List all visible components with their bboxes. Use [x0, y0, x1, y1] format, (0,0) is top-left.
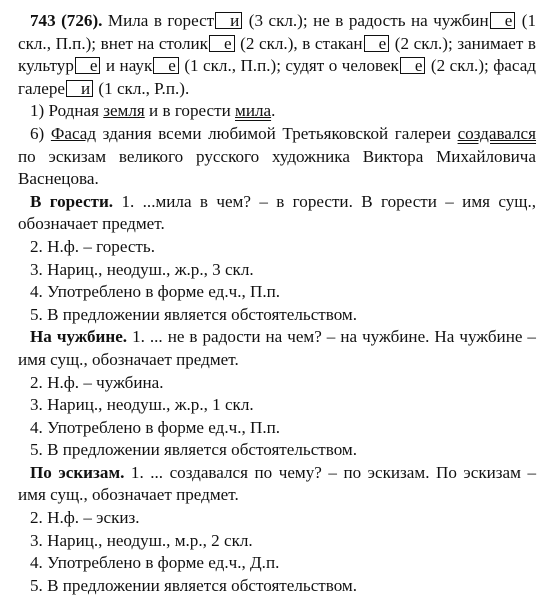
- analysis-item: 5. В предложении является обстоятельством.: [30, 304, 358, 324]
- analysis-title: По эскизам.: [30, 462, 125, 482]
- analysis-intro: По эскизам. 1. ... создавался по чему? – по эскизам. По эскизам – имя сущ., обозначает предмет.: [18, 462, 537, 505]
- analysis-title: На чужбине.: [30, 327, 128, 347]
- analysis-item: 3. Нариц., неодуш., ж.р., 3 скл.: [30, 259, 254, 279]
- analysis-item: 2. Н.ф. – горесть.: [30, 236, 155, 256]
- analysis-intro: В горести. 1. ...мила в чем? – в горести. В горести – имя сущ., обозначает предмет.: [18, 191, 537, 234]
- analysis-item: 2. Н.ф. – эскиз.: [30, 508, 140, 528]
- ending-box: е: [209, 35, 235, 52]
- subject-word: земля: [103, 101, 145, 121]
- analysis-title: В горести.: [30, 191, 114, 211]
- ending-box: и: [66, 80, 93, 97]
- predicate-word: мила: [235, 101, 272, 121]
- sentence-1: 1) Родная земля и в горести мила.: [30, 101, 276, 121]
- ending-box: и: [215, 12, 242, 29]
- exercise-number: 743 (726).: [30, 11, 103, 30]
- ending-box: е: [490, 12, 516, 29]
- ending-box: е: [153, 57, 179, 74]
- analysis-item: 4. Употреблено в форме ед.ч., П.п.: [30, 282, 281, 302]
- ending-box: е: [364, 35, 390, 52]
- analysis-item: 5. В предложении является обстоятельством.: [30, 575, 358, 595]
- analysis-item: 2. Н.ф. – чужбина.: [30, 372, 164, 392]
- analysis-item: 4. Употреблено в форме ед.ч., Д.п.: [30, 553, 280, 573]
- analysis-intro: На чужбине. 1. ... не в радости на чем? – на чужбине. На чужбине – имя сущ., обозначает предмет.: [18, 327, 536, 369]
- predicate-word: создавался: [457, 123, 537, 143]
- subject-word: Фасад: [50, 123, 97, 143]
- sentence-6: 6) Фасад здания всеми любимой Третьяковской галереи создавался по эскизам великого русского художника Виктора Михайловича Васнецова.: [18, 123, 537, 189]
- analysis-item: 3. Нариц., неодуш., ж.р., 1 скл.: [30, 395, 254, 415]
- analysis-item: 3. Нариц., неодуш., м.р., 2 скл.: [30, 530, 253, 550]
- ending-box: е: [75, 57, 101, 74]
- exercise-header: 743 (726). Мила в горест и (3 скл.); не в радость на чужбин е (1 скл., П.п.); внет на столик е (2 скл.), в стакан е (2 скл.); занимает в культур е и наук е (1 скл., П.п.); судят о человек е (2 скл.); фасад галере и (1 скл., Р.п.).: [18, 11, 536, 98]
- analysis-item: 4. Употреблено в форме ед.ч., П.п.: [30, 417, 281, 437]
- ending-box: е: [400, 57, 426, 74]
- analysis-item: 5. В предложении является обстоятельством.: [30, 440, 358, 460]
